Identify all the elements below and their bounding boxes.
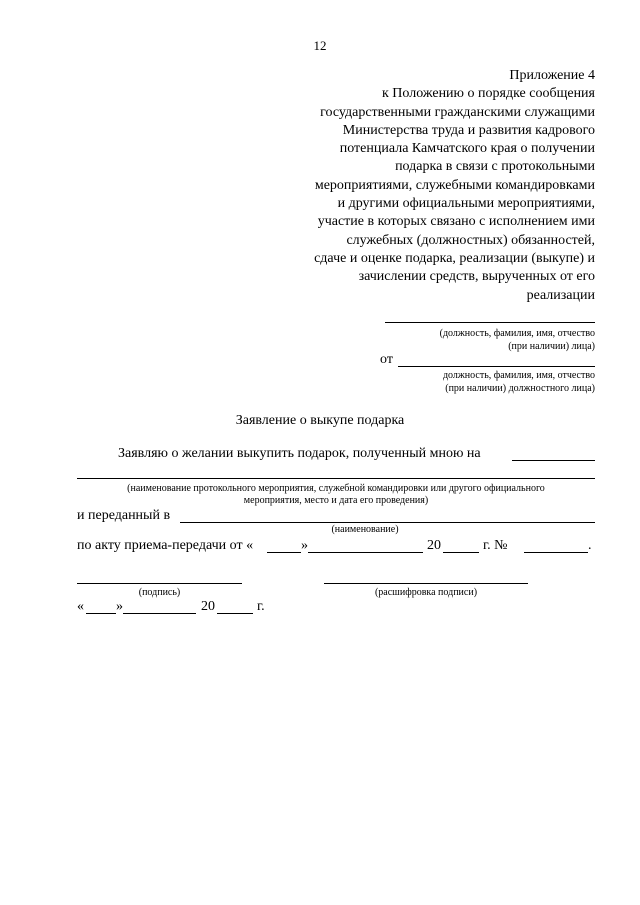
date-year-prefix: 20 <box>201 599 215 614</box>
date-open-quote: « <box>77 599 84 614</box>
appendix-line: к Положению о порядке сообщения <box>382 86 595 102</box>
addressee-field-line[interactable] <box>385 322 595 323</box>
appendix-line: мероприятиями, служебными командировками <box>314 177 595 193</box>
sender-caption-2: (при наличии) должностного лица) <box>445 383 595 394</box>
page-number: 12 <box>313 38 327 53</box>
event-field-line[interactable] <box>77 478 595 479</box>
transferred-caption: (наименование) <box>331 524 399 535</box>
appendix-line: подарка в связи с протокольными <box>395 159 595 175</box>
act-month-field-line[interactable] <box>308 552 423 553</box>
act-year-field-line[interactable] <box>443 552 479 553</box>
decoding-field-line[interactable] <box>324 583 528 584</box>
addressee-caption-2: (при наличии) лица) <box>508 341 595 352</box>
transferred-label: и переданный в <box>77 508 171 523</box>
act-year-prefix: 20 <box>427 538 441 553</box>
appendix-line: и другими официальными мероприятиями, <box>337 196 595 212</box>
appendix-line: государственными гражданскими служащими <box>320 104 595 120</box>
appendix-header <box>314 67 595 305</box>
date-year-suffix: г. <box>257 599 265 614</box>
statement-text: Заявляю о желании выкупить подарок, полученный мною на <box>118 446 481 461</box>
act-number-label: г. № <box>483 538 508 553</box>
act-label: по акту приема-передачи от « <box>77 538 254 553</box>
appendix-line: потенциала Камчатского края о получении <box>339 141 595 157</box>
date-month-field-line[interactable] <box>123 613 196 614</box>
addressee-caption-1: (должность, фамилия, имя, отчество <box>439 328 595 339</box>
from-label: от <box>380 352 393 367</box>
appendix-line: Приложение 4 <box>509 68 595 83</box>
appendix-line: Министерства труда и развития кадрового <box>342 122 595 138</box>
signature-caption: (подпись) <box>138 587 181 598</box>
document-title: Заявление о выкупе подарка <box>235 413 405 428</box>
event-caption-2: мероприятия, место и дата его проведения) <box>243 495 429 506</box>
date-year-field-line[interactable] <box>217 613 253 614</box>
act-number-field-line[interactable] <box>524 552 588 553</box>
event-caption-1: (наименование протокольного мероприятия, служебной командировки или другого официального <box>127 483 545 494</box>
sender-caption-1: должность, фамилия, имя, отчество <box>442 370 595 381</box>
act-day-field-line[interactable] <box>267 552 301 553</box>
signature-field-line[interactable] <box>77 583 242 584</box>
appendix-line: сдаче и оценке подарка, реализации (выкупе) и <box>314 250 595 266</box>
date-day-field-line[interactable] <box>86 613 116 614</box>
appendix-line: реализации <box>526 287 595 303</box>
date-close-quote: » <box>116 599 123 614</box>
event-inline-field-line[interactable] <box>512 460 595 461</box>
act-quote-close: » <box>301 538 308 553</box>
sender-field-line[interactable] <box>398 366 595 367</box>
decoding-caption: (расшифровка подписи) <box>374 587 478 598</box>
appendix-line: участие в которых связано с исполнением ими <box>317 214 595 230</box>
appendix-line: служебных (должностных) обязанностей, <box>346 232 595 248</box>
appendix-line: зачислении средств, вырученных от его <box>358 269 595 285</box>
act-period: . <box>588 538 592 553</box>
